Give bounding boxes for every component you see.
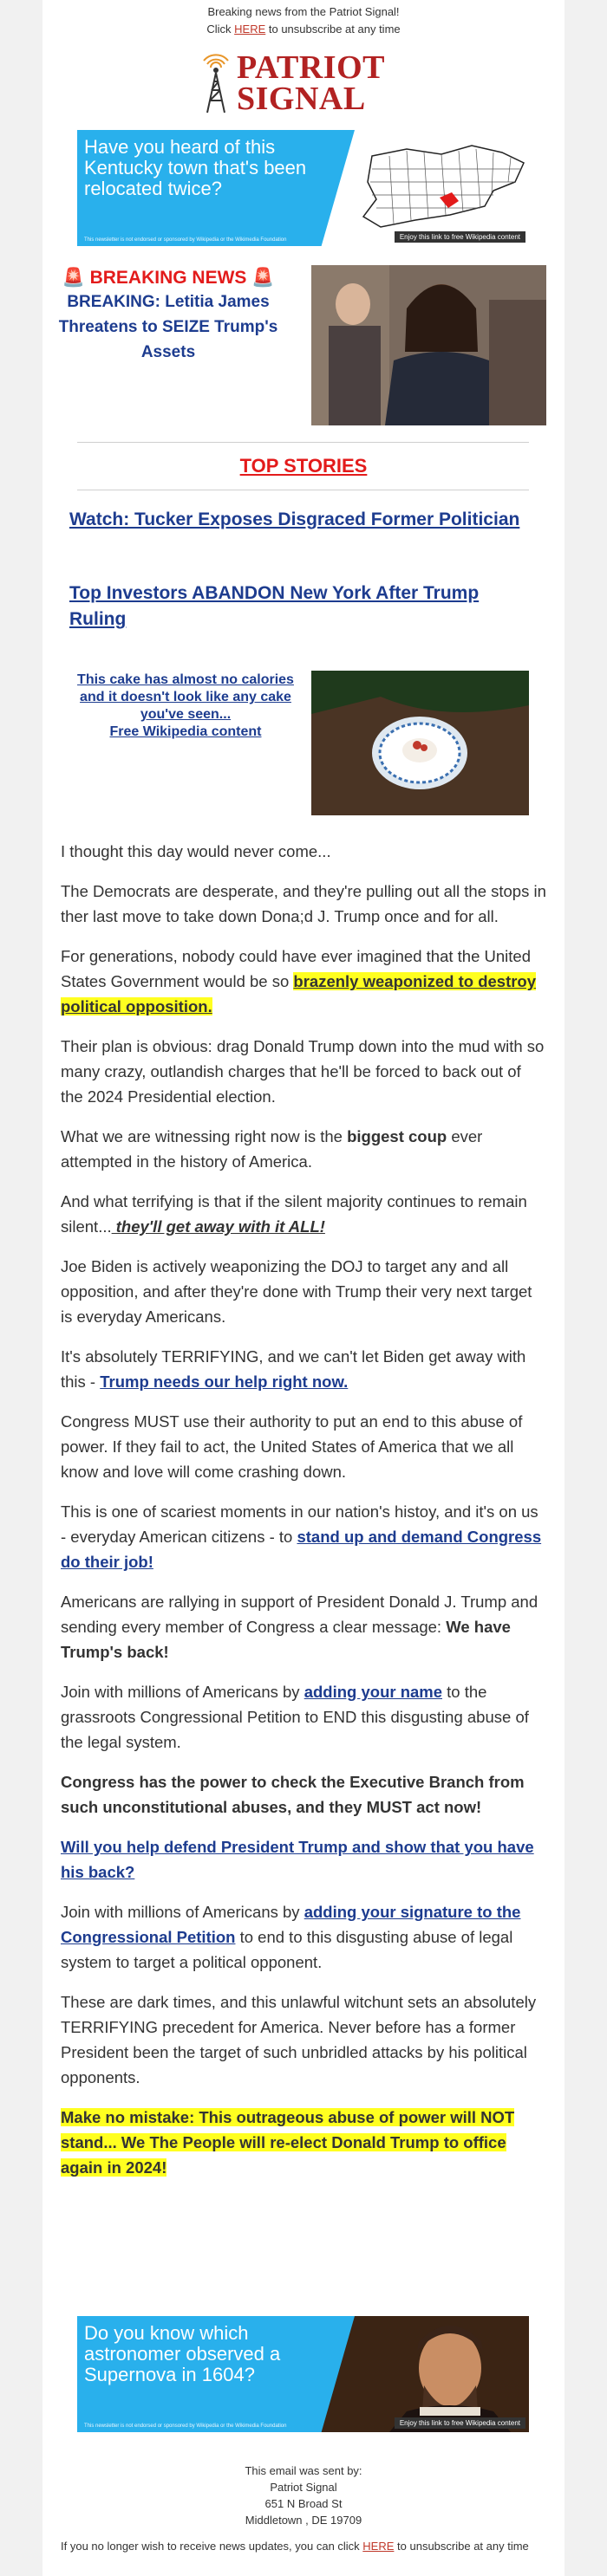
top-stories-heading: TOP STORIES — [239, 455, 368, 477]
paragraph: For generations, nobody could have ever imagined that the United States Government would be so brazenly weaponized to destroy political opposition. — [61, 947, 537, 1015]
patriot-signal-logo[interactable] — [199, 49, 408, 117]
paragraph: Join with millions of Americans by adding your signature to the Congressional Petition to end to this disgusting abuse of legal system to target a political opponent. — [61, 1903, 521, 1971]
paragraph: It's absolutely TERRIFYING, and we can't let Biden get away with this - Trump needs our help right now. — [61, 1347, 526, 1391]
paragraph: Joe Biden is actively weaponizing the DOJ to target any and all opposition, and after they're done with Trump their very next target is everyday Americans. — [61, 1257, 532, 1326]
defend-trump-link[interactable]: Will you help defend President Trump and show that you have his back? — [61, 1838, 534, 1881]
letitia-james-photo[interactable] — [311, 265, 546, 425]
logo-wordmark: PATRIOT SIGNAL — [237, 49, 385, 117]
paragraph: Their plan is obvious: drag Donald Trump down into the mud with so many crazy, outlandish charges that he'll be forced to back out of the 2024 Presidential election. — [61, 1037, 545, 1106]
paragraph: Congress MUST use their authority to put an end to this abuse of power. If they fail to act, the United States of America that we all know and love will come crashing down. — [61, 1412, 523, 1481]
breaking-news-block — [51, 267, 285, 365]
paragraph: Americans are rallying in support of President Donald J. Trump and sending every member of Congress a clear message: We have Trump's back! — [61, 1593, 538, 1661]
unsubscribe-link[interactable]: HERE — [362, 2540, 395, 2553]
highlighted-closing: Make no mistake: This outrageous abuse of power will NOT stand... We The People will re-elect Donald Trump to office again in 2024! — [61, 2108, 515, 2177]
banner-question: Have you heard of this Kentucky town that's been relocated twice? — [84, 136, 307, 199]
article-body — [61, 839, 546, 2195]
paragraph: This is one of scariest moments in our nation's histoy, and it's on us - everyday American citizens - to stand up and demand Congress do their job! — [61, 1502, 542, 1571]
banner-disclaimer: This newsletter is not endorsed or sponsored by Wikipedia or the Wikimedia Foundation — [84, 237, 287, 243]
unsubscribe-line: Click HERE to unsubscribe at any time — [206, 23, 401, 36]
paragraph: And what terrifying is that if the silent majority continues to remain silent... they'll get away with it ALL! — [61, 1192, 527, 1236]
demand-congress-link[interactable]: stand up and demand Congress do their job! — [61, 1528, 542, 1571]
adding-your-name-link[interactable]: adding your name — [304, 1683, 443, 1701]
paragraph — [61, 1834, 546, 1885]
header-line: Breaking news from the Patriot Signal! — [207, 5, 400, 18]
paragraph — [61, 2105, 546, 2180]
email-body — [42, 0, 565, 2576]
divider — [77, 442, 529, 443]
cake-ad-text[interactable]: This cake has almost no calories and it doesn't look like any cake you've seen... Free Wikipedia content — [77, 672, 294, 739]
wikipedia-ad-banner-astronomer[interactable] — [77, 2316, 529, 2432]
footer-unsubscribe: If you no longer wish to receive news updates, you can click HERE to unsubscribe at any time — [61, 2540, 529, 2553]
banner-enjoy-link[interactable]: Enjoy this link to free Wikipedia content — [395, 2417, 525, 2429]
paragraph: I thought this day would never come... — [61, 842, 331, 860]
cake-ad-photo[interactable] — [311, 671, 529, 815]
header-note — [42, 3, 565, 38]
banner-disclaimer: This newsletter is not endorsed or sponsored by Wikipedia or the Wikimedia Foundation — [84, 2424, 287, 2429]
paragraph: The Democrats are desperate, and they're pulling out all the stops in ther last move to take down Dona;d J. Trump once and for all. — [61, 882, 546, 925]
paragraph: These are dark times, and this unlawful witchunt sets an absolutely TERRIFYING precedent for America. Never before has a former President been the target of such unbridled attacks by his political opponents. — [61, 1993, 537, 2086]
breaking-news-headline[interactable]: BREAKING: Letitia James Threatens to SEIZE Trump's Assets — [58, 293, 278, 361]
breaking-news-label: 🚨 BREAKING NEWS 🚨 — [62, 268, 275, 288]
top-story-link[interactable]: Top Investors ABANDON New York After Trump Ruling — [69, 583, 480, 629]
unsubscribe-link[interactable]: HERE — [234, 23, 266, 36]
petition-signature-link[interactable]: adding your signature to the Congressional Petition — [61, 1903, 521, 1946]
emphasis-text: they'll get away with it ALL! — [111, 1217, 325, 1236]
cake-image — [311, 671, 529, 815]
banner-enjoy-link[interactable]: Enjoy this link to free Wikipedia content — [395, 231, 525, 243]
footer-address: This email was sent by: Patriot Signal 651 N Broad St Middletown , DE 19709 — [245, 2464, 362, 2527]
top-story-link[interactable]: Watch: Tucker Exposes Disgraced Former Politician — [69, 509, 520, 529]
banner-question: Do you know which astronomer observed a Supernova in 1604? — [84, 2322, 281, 2385]
paragraph: Congress has the power to check the Executive Branch from such unconstitutional abuses, and they MUST act now! — [61, 1773, 525, 1816]
weaponized-link[interactable]: brazenly weaponized to destroy political opposition. — [61, 972, 537, 1015]
wikipedia-ad-banner-kentucky[interactable] — [77, 130, 529, 246]
paragraph: Join with millions of Americans by adding your name to the grassroots Congressional Petition to END this disgusting abuse of the legal system. — [61, 1683, 529, 1751]
radio-tower-icon — [199, 52, 233, 114]
paragraph: What we are witnessing right now is the biggest coup ever attempted in the history of America. — [61, 1127, 483, 1171]
trump-needs-help-link[interactable]: Trump needs our help right now. — [100, 1372, 349, 1391]
news-photo-image — [311, 265, 546, 425]
